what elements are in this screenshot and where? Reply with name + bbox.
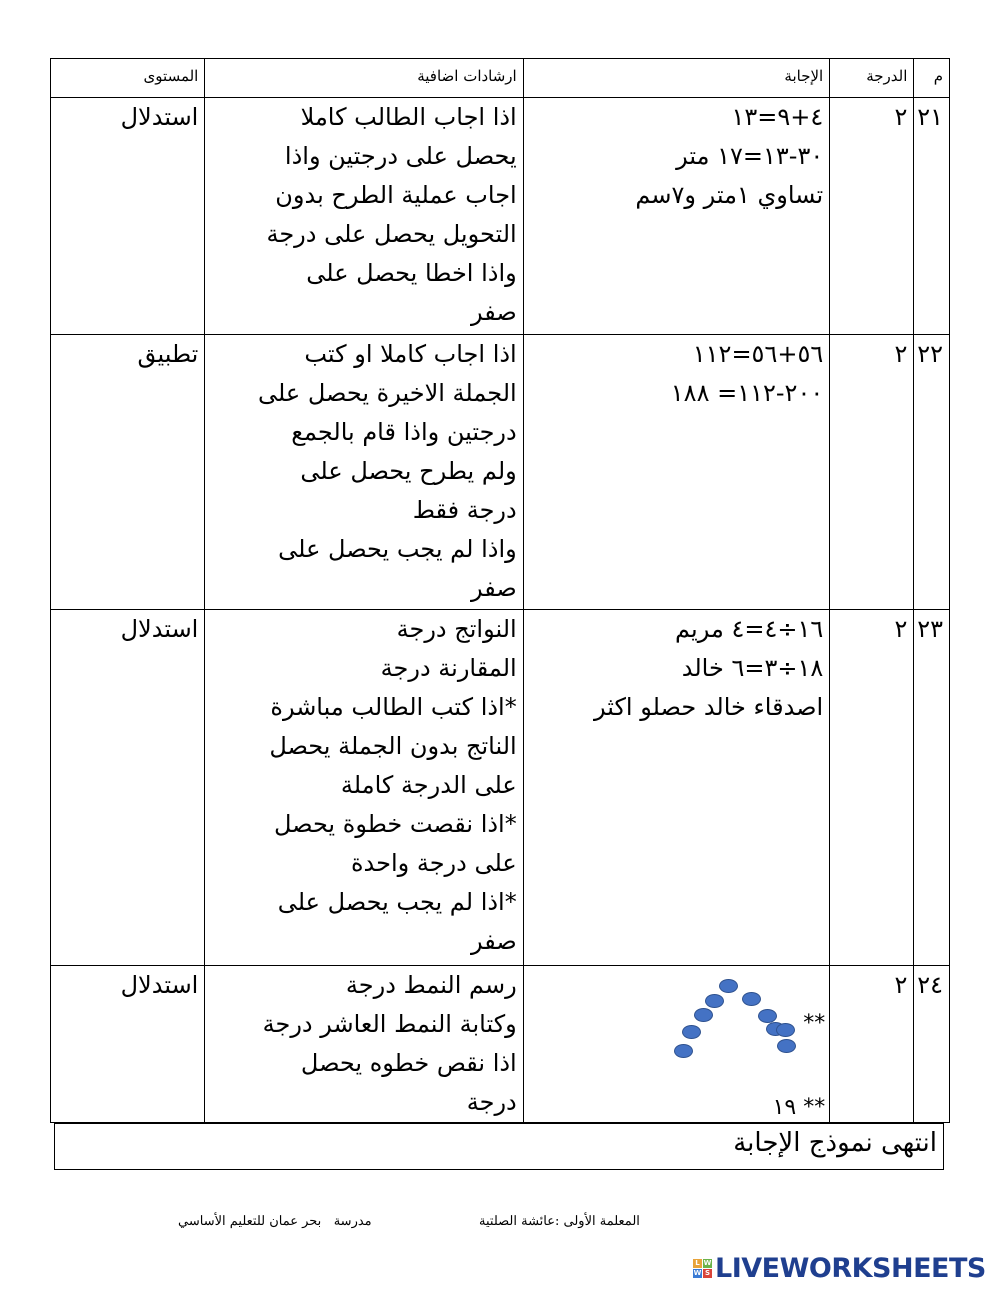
- question-number: ٢١: [917, 103, 943, 131]
- question-number: ٢٤: [917, 971, 943, 999]
- pattern-marker: **: [803, 1011, 826, 1036]
- pattern-dot: [719, 979, 738, 993]
- pattern-answer-value: ** ١٩: [772, 1095, 826, 1120]
- question-degree: ٢: [894, 103, 908, 131]
- pattern-dot: [742, 992, 761, 1006]
- answer-text: ٤+٩=١٣ ٣٠-١٣=١٧ متر تساوي ١متر و٧سم: [635, 103, 824, 209]
- brand-name: LIVEWORKSHEETS: [715, 1253, 986, 1284]
- level-text: استدلال: [120, 971, 199, 999]
- logo-tile: L: [693, 1259, 702, 1268]
- tips-text: اذا اجاب كاملا او كتب الجملة الاخيرة يحصل على درجتين واذا قام بالجمع ولم يطرح يحصل على درجة فقط واذا لم يجب يحصل على صفر: [257, 340, 517, 602]
- pattern-dot: [705, 994, 724, 1008]
- tips-text: النواتج درجة المقارنة درجة *اذا كتب الطالب مباشرة الناتج بدون الجملة يحصل على الدرجة كاملة *اذا نقصت خطوة يحصل على درجة واحدة *اذا لم يجب يحصل على صفر: [269, 615, 517, 955]
- rubric-table: [50, 58, 950, 1123]
- header-tips: ارشادات اضافية: [205, 59, 523, 98]
- question-number: ٢٢: [917, 340, 943, 368]
- question-degree: ٢: [894, 971, 908, 999]
- answer-text: ١٦÷٤=٤ مريم ١٨÷٣=٦ خالد اصدقاء خالد حصلو اكثر: [593, 615, 824, 721]
- dot-pattern-answer: [524, 966, 830, 1121]
- header-level: المستوى: [51, 59, 205, 98]
- table-row: [51, 98, 950, 335]
- school-name: مدرسة بحر عمان للتعليم الأساسي: [178, 1214, 372, 1229]
- tips-text: رسم النمط درجة وكتابة النمط العاشر درجة اذا نقص خطوه يحصل درجة: [262, 971, 517, 1116]
- header-row: [51, 59, 950, 98]
- pattern-dot: [758, 1009, 777, 1023]
- header-degree: الدرجة: [830, 59, 914, 98]
- answer-text: ٥٦+٥٦=١١٢ ٢٠٠-١١٢= ١٨٨: [670, 340, 824, 407]
- question-degree: ٢: [894, 615, 908, 643]
- level-text: استدلال: [120, 615, 199, 643]
- question-degree: ٢: [894, 340, 908, 368]
- tips-text: اذا اجاب الطالب كاملا يحصل على درجتين واذا اجاب عملية الطرح بدون التحويل يحصل على درجة واذا اخطا يحصل على صفر: [266, 103, 517, 326]
- logo-tile: W: [703, 1259, 712, 1267]
- logo-tile: W: [693, 1269, 702, 1277]
- pattern-dot: [776, 1023, 795, 1037]
- end-of-answer-key: [54, 1123, 944, 1170]
- liveworksheets-logo[interactable]: [693, 1253, 986, 1284]
- teacher-name: المعلمة الأولى :عائشة الصلتية: [479, 1214, 640, 1229]
- end-text: انتهى نموذج الإجابة: [733, 1128, 937, 1158]
- pattern-dot: [777, 1039, 796, 1053]
- header-answer: الإجابة: [523, 59, 830, 98]
- level-text: تطبيق: [137, 340, 199, 368]
- pattern-dot: [694, 1008, 713, 1022]
- pattern-dot: [682, 1025, 701, 1039]
- logo-tile: S: [704, 1269, 711, 1277]
- level-text: استدلال: [120, 103, 199, 131]
- table-row: [51, 335, 950, 610]
- liveworksheets-icon: [693, 1259, 712, 1278]
- header-num: م: [914, 59, 950, 98]
- table-row: [51, 610, 950, 966]
- question-number: ٢٣: [917, 615, 943, 643]
- table-row: [51, 966, 950, 1123]
- pattern-dot: [674, 1044, 693, 1058]
